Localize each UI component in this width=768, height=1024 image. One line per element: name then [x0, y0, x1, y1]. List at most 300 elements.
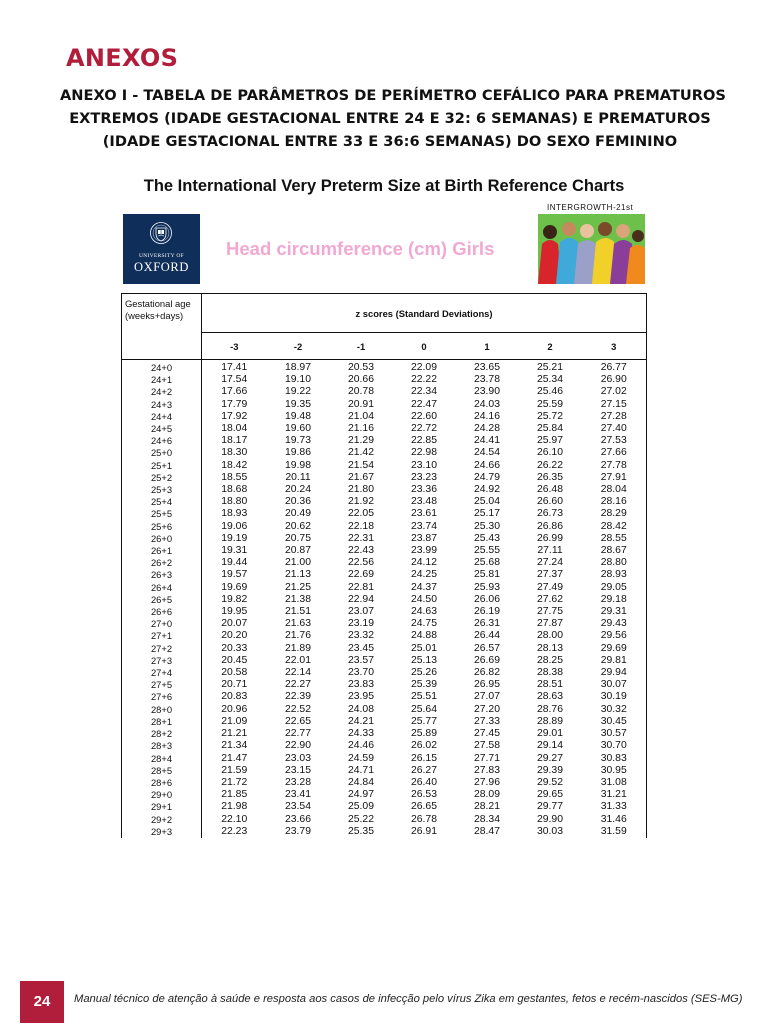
z-score-value-cell: 20.36: [284, 496, 311, 508]
z-score-value-cell: 31.21: [582, 789, 647, 801]
z-score-value-cell: 27.07: [473, 691, 500, 703]
z-score-value-cell: 25.51: [410, 691, 437, 703]
z-score-value-cell: 21.92: [347, 496, 374, 508]
z-score-value-cell: 28.34: [473, 813, 500, 825]
gestational-age-header-line: (weeks+days): [125, 310, 184, 321]
z-score-value-cell: 25.09: [347, 801, 374, 813]
z-score-value-cell: 23.10: [410, 459, 437, 471]
z-score-value-cell: 21.72: [221, 776, 248, 788]
z-score-value-cell: 28.67: [582, 545, 647, 557]
z-score-value-cell: 27.40: [582, 423, 647, 435]
table-row: [122, 618, 647, 630]
z-score-value-cell: 23.57: [347, 654, 374, 666]
table-row: [122, 667, 647, 679]
z-score-value-cell: 30.03: [536, 825, 563, 837]
table-row: [122, 374, 647, 386]
z-score-value-cell: 31.46: [582, 814, 647, 826]
z-score-value-cell: 23.19: [347, 618, 374, 630]
z-score-value-cell: 21.21: [221, 728, 248, 740]
z-scores-header: z scores (Standard Deviations): [202, 294, 647, 333]
gestational-age-cell: 28+6: [122, 777, 202, 789]
gestational-age-cell: 24+3: [122, 399, 202, 411]
table-row: [122, 594, 647, 606]
gestational-age-header-line: Gestational age: [125, 298, 191, 309]
z-score-value-cell: 19.60: [284, 423, 311, 435]
gestational-age-cell: 24+1: [122, 374, 202, 386]
z-score-value-cell: 25.22: [347, 813, 374, 825]
z-score-value-cell: 21.76: [284, 630, 311, 642]
z-score-value-cell: 22.98: [410, 447, 437, 459]
gestational-age-cell: 26+1: [122, 545, 202, 557]
z-score-value-cell: 29.31: [582, 606, 647, 618]
z-score-value-cell: 27.28: [582, 411, 647, 423]
z-score-value-cell: 27.78: [582, 460, 647, 472]
z-score-value-cell: 25.21: [536, 362, 563, 373]
annex-title: [60, 84, 726, 153]
table-row: [122, 521, 647, 533]
gestational-age-cell: 26+4: [122, 582, 202, 594]
table-row: [122, 606, 647, 618]
z-score-value-cell: 25.43: [473, 532, 500, 544]
z-score-value-cell: 25.64: [410, 703, 437, 715]
chart-title: The International Very Preterm Size at Birth Reference Charts: [143, 177, 625, 195]
gestational-age-cell: 29+1: [122, 801, 202, 813]
z-score-value-cell: 22.39: [284, 691, 311, 703]
z-score-value-cell: 29.56: [582, 630, 647, 642]
z-score-value-cell: 20.07: [221, 618, 248, 630]
gestational-age-cell: 25+0: [122, 447, 202, 459]
oxford-logo: [123, 214, 200, 284]
z-score-value-cell: 21.51: [284, 606, 311, 618]
z-score-value-cell: 26.02: [410, 740, 437, 752]
z-score-value-cell: 29.65: [536, 789, 563, 801]
z-score-value-cell: 26.90: [582, 374, 647, 386]
annex-title-line: EXTREMOS (IDADE GESTACIONAL ENTRE 24 E 32: 6 SEMANAS) E PREMATUROS: [69, 110, 711, 127]
table-body: [122, 360, 647, 838]
table-row: [122, 765, 647, 777]
z-score-value-cell: 26.69: [473, 654, 500, 666]
z-score-value-cell: 19.57: [221, 569, 248, 581]
z-score-value-cell: 29.01: [536, 728, 563, 740]
z-score-value-cell: 23.36: [410, 484, 437, 496]
z-score-value-cell: 30.45: [582, 716, 647, 728]
z-score-value-cell: 29.81: [582, 655, 647, 667]
z-score-value-cell: 19.19: [221, 532, 248, 544]
z-score-value-cell: 30.57: [582, 728, 647, 740]
z-score-value-cell: 19.95: [221, 606, 248, 618]
z-score-value-cell: 23.61: [410, 508, 437, 520]
gestational-age-cell: 29+2: [122, 814, 202, 826]
z-score-value-cell: 29.77: [536, 801, 563, 813]
z-score-value-cell: 24.16: [473, 410, 500, 422]
z-score-value-cell: 20.24: [284, 484, 311, 496]
intergrowth-label: INTERGROWTH-21st: [547, 203, 634, 212]
z-score-value-cell: 27.66: [582, 447, 647, 459]
z-score-value-cell: 27.91: [582, 472, 647, 484]
z-score-value-cell: 24.28: [473, 423, 500, 435]
z-score-value-cell: 20.96: [221, 703, 248, 715]
z-score-value-cell: 27.11: [537, 545, 563, 557]
z-score-column-header: 0: [393, 333, 456, 360]
z-score-value-cell: 26.15: [410, 752, 437, 764]
table-row: [122, 533, 647, 545]
z-score-value-cell: 23.87: [410, 532, 437, 544]
z-score-value-cell: 29.52: [536, 776, 563, 788]
gestational-age-cell: 24+6: [122, 435, 202, 447]
z-score-value-cell: 24.75: [410, 618, 437, 630]
z-score-value-cell: 20.71: [221, 679, 248, 691]
gestational-age-cell: 29+0: [122, 789, 202, 801]
z-score-value-cell: 26.31: [473, 618, 500, 630]
z-score-value-cell: 27.15: [582, 399, 647, 411]
z-score-value-cell: 18.97: [284, 362, 311, 373]
z-score-value-cell: 18.04: [221, 423, 248, 435]
z-score-value-cell: 27.24: [536, 557, 563, 569]
z-score-value-cell: 26.53: [410, 789, 437, 801]
z-score-value-cell: 26.48: [536, 484, 563, 496]
table-row: [122, 435, 647, 447]
z-score-value-cell: 22.90: [284, 740, 311, 752]
z-score-value-cell: 24.46: [347, 740, 374, 752]
z-score-value-cell: 23.23: [410, 471, 437, 483]
z-score-value-cell: 23.15: [284, 764, 311, 776]
z-score-value-cell: 25.17: [473, 508, 500, 520]
z-score-value-cell: 17.54: [221, 374, 248, 386]
z-score-value-cell: 24.50: [410, 593, 437, 605]
z-score-value-cell: 20.58: [221, 667, 248, 679]
gestational-age-cell: 27+3: [122, 655, 202, 667]
gestational-age-cell: 27+4: [122, 667, 202, 679]
z-score-value-cell: 28.80: [582, 557, 647, 569]
gestational-age-cell: 24+2: [122, 386, 202, 398]
z-score-value-cell: 19.98: [284, 459, 311, 471]
z-score-value-cell: 25.30: [473, 520, 500, 532]
z-score-value-cell: 22.60: [410, 410, 437, 422]
z-score-value-cell: 24.63: [410, 606, 437, 618]
z-score-value-cell: 19.10: [284, 374, 311, 386]
z-score-value-cell: 22.69: [347, 569, 374, 581]
z-score-value-cell: 20.66: [347, 374, 374, 386]
gestational-age-cell: 24+0: [122, 360, 202, 375]
z-score-value-cell: 24.12: [410, 557, 437, 569]
table-row: [122, 801, 647, 813]
z-score-value-cell: 23.48: [410, 496, 437, 508]
z-score-value-cell: 27.62: [536, 593, 563, 605]
z-score-value-cell: 23.28: [284, 776, 311, 788]
z-score-value-cell: 30.32: [582, 704, 647, 716]
z-score-value-cell: 23.79: [284, 825, 311, 837]
z-score-value-cell: 20.20: [221, 630, 248, 642]
z-score-value-cell: 20.91: [347, 398, 374, 410]
table-row: [122, 691, 647, 703]
gestational-age-cell: 27+2: [122, 643, 202, 655]
z-score-value-cell: 21.85: [221, 789, 248, 801]
table-row: [122, 704, 647, 716]
gestational-age-cell: 25+6: [122, 521, 202, 533]
table-row: [122, 447, 647, 459]
z-score-value-cell: 26.78: [410, 813, 437, 825]
z-score-value-cell: 20.62: [284, 520, 311, 532]
z-score-value-cell: 22.14: [284, 667, 311, 679]
z-score-value-cell: 22.81: [347, 581, 374, 593]
z-score-value-cell: 25.59: [536, 398, 563, 410]
gestational-age-cell: 24+5: [122, 423, 202, 435]
z-score-value-cell: 30.95: [582, 765, 647, 777]
table-row: [122, 496, 647, 508]
z-score-value-cell: 29.43: [582, 618, 647, 630]
z-score-value-cell: 18.93: [221, 508, 248, 520]
z-score-value-cell: 28.21: [473, 801, 500, 813]
table-row: [122, 826, 647, 838]
z-score-value-cell: 23.65: [473, 362, 500, 373]
z-score-value-cell: 20.49: [284, 508, 311, 520]
table-row: [122, 484, 647, 496]
z-score-value-cell: 23.45: [347, 642, 374, 654]
z-score-value-cell: 21.13: [284, 569, 311, 581]
z-score-value-cell: 19.86: [284, 447, 311, 459]
z-score-value-cell: 28.51: [536, 679, 563, 691]
table-row: [122, 777, 647, 789]
z-score-value-cell: 28.16: [582, 496, 647, 508]
z-score-value-cell: 28.76: [536, 703, 563, 715]
z-score-value-cell: 25.01: [410, 642, 437, 654]
z-score-column-header: 2: [519, 333, 582, 360]
z-score-value-cell: 26.65: [410, 801, 437, 813]
table-row: [122, 557, 647, 569]
z-score-value-cell: 22.31: [347, 532, 374, 544]
table-row: [122, 386, 647, 398]
z-score-value-cell: 28.55: [582, 533, 647, 545]
z-score-value-cell: 25.55: [473, 545, 500, 557]
z-score-value-cell: 21.59: [221, 764, 248, 776]
z-score-value-cell: 24.79: [473, 471, 500, 483]
z-score-value-cell: 25.26: [410, 667, 437, 679]
z-score-value-cell: 28.00: [536, 630, 563, 642]
z-score-value-cell: 26.22: [536, 459, 563, 471]
z-score-value-cell: 24.21: [347, 715, 374, 727]
z-score-value-cell: 22.94: [347, 593, 374, 605]
gestational-age-cell: 27+1: [122, 630, 202, 642]
gestational-age-cell: 26+2: [122, 557, 202, 569]
z-score-value-cell: 25.97: [536, 435, 563, 447]
table-row: [122, 411, 647, 423]
z-score-value-cell: 25.93: [473, 581, 500, 593]
z-score-value-cell: 28.25: [536, 654, 563, 666]
gestational-age-cell: 24+4: [122, 411, 202, 423]
z-score-value-cell: 26.19: [473, 606, 500, 618]
z-score-value-cell: 24.37: [410, 581, 437, 593]
z-score-value-cell: 22.01: [284, 654, 311, 666]
z-score-value-cell: 23.70: [347, 667, 374, 679]
z-score-value-cell: 30.07: [582, 679, 647, 691]
z-score-value-cell: 28.29: [582, 508, 647, 520]
z-score-value-cell: 20.75: [284, 532, 311, 544]
z-score-value-cell: 26.40: [410, 776, 437, 788]
z-score-value-cell: 28.04: [582, 484, 647, 496]
z-score-value-cell: 24.84: [347, 776, 374, 788]
z-score-value-cell: 18.68: [221, 484, 248, 496]
z-score-value-cell: 21.09: [221, 715, 248, 727]
table-row: [122, 423, 647, 435]
gestational-age-cell: 26+5: [122, 594, 202, 606]
z-score-column-header: -3: [202, 333, 267, 360]
z-score-value-cell: 24.54: [473, 447, 500, 459]
z-score-value-cell: 22.23: [221, 825, 248, 837]
z-score-value-cell: 27.45: [473, 728, 500, 740]
oxford-crest-icon: [150, 221, 172, 247]
z-score-value-cell: 23.54: [284, 801, 311, 813]
z-score-value-cell: 26.44: [473, 630, 500, 642]
z-score-value-cell: 26.10: [536, 447, 563, 459]
z-score-value-cell: 23.07: [347, 606, 374, 618]
z-score-value-cell: 21.63: [284, 618, 311, 630]
z-score-value-cell: 25.35: [347, 825, 374, 837]
z-score-value-cell: 26.06: [473, 593, 500, 605]
annex-title-line: ANEXO I - TABELA DE PARÂMETROS DE PERÍMETRO CEFÁLICO PARA PREMATUROS: [60, 87, 726, 104]
table-row: [122, 569, 647, 581]
z-score-value-cell: 22.10: [221, 813, 248, 825]
z-score-value-cell: 19.48: [284, 410, 311, 422]
z-score-value-cell: 22.09: [410, 362, 437, 373]
z-score-value-cell: 22.43: [347, 545, 374, 557]
table-row: [122, 582, 647, 594]
z-score-value-cell: 24.03: [473, 398, 500, 410]
z-score-value-cell: 19.73: [284, 435, 311, 447]
z-score-value-cell: 17.79: [221, 398, 248, 410]
z-score-value-cell: 26.99: [536, 532, 563, 544]
z-score-value-cell: 20.78: [347, 386, 374, 398]
z-score-value-cell: 25.34: [536, 374, 563, 386]
z-score-value-cell: 29.90: [536, 813, 563, 825]
z-score-value-cell: 25.68: [473, 557, 500, 569]
table-row: [122, 814, 647, 826]
table-row: [122, 789, 647, 801]
page-number: 24: [20, 981, 64, 1023]
z-score-value-cell: 29.39: [536, 764, 563, 776]
gestational-age-cell: 28+1: [122, 716, 202, 728]
gestational-age-cell: 27+6: [122, 691, 202, 703]
z-score-value-cell: 22.56: [347, 557, 374, 569]
oxford-name-label: OXFORD: [134, 260, 189, 274]
table-row: [122, 728, 647, 740]
z-score-value-cell: 18.42: [221, 459, 248, 471]
z-score-value-cell: 19.69: [221, 581, 248, 593]
z-score-value-cell: 28.13: [536, 642, 563, 654]
gestational-age-cell: 27+5: [122, 679, 202, 691]
z-score-value-cell: 21.89: [284, 642, 311, 654]
z-score-value-cell: 27.96: [473, 776, 500, 788]
section-title: ANEXOS: [66, 44, 179, 72]
z-score-value-cell: 26.91: [410, 825, 437, 837]
z-score-value-cell: 21.80: [347, 484, 374, 496]
table-subtitle: Head circumference (cm) Girls: [226, 238, 495, 259]
z-score-value-cell: 30.19: [582, 691, 647, 703]
z-score-value-cell: 22.18: [347, 520, 374, 532]
z-score-value-cell: 29.05: [582, 582, 647, 594]
z-score-value-cell: 30.70: [582, 740, 647, 752]
z-score-value-cell: 22.65: [284, 715, 311, 727]
z-score-value-cell: 18.30: [221, 447, 248, 459]
z-score-value-cell: 17.66: [221, 386, 248, 398]
head-circumference-table: [121, 293, 647, 838]
z-score-value-cell: 20.83: [221, 691, 248, 703]
gestational-age-cell: 26+6: [122, 606, 202, 618]
z-score-value-cell: 26.82: [473, 667, 500, 679]
z-score-value-cell: 29.14: [536, 740, 563, 752]
intergrowth-women-illustration: [538, 214, 645, 284]
z-score-value-cell: 23.78: [473, 374, 500, 386]
z-score-value-cell: 28.47: [473, 825, 500, 837]
z-score-value-cell: 18.55: [221, 471, 248, 483]
z-score-value-cell: 20.87: [284, 545, 311, 557]
gestational-age-header: [122, 294, 202, 360]
z-score-value-cell: 24.08: [347, 703, 374, 715]
z-score-value-cell: 31.08: [582, 777, 647, 789]
table-row: [122, 643, 647, 655]
z-score-value-cell: 30.83: [582, 753, 647, 765]
z-score-value-cell: 28.38: [536, 667, 563, 679]
z-score-value-cell: 25.13: [410, 654, 437, 666]
table-row: [122, 740, 647, 752]
z-score-value-cell: 21.47: [221, 752, 248, 764]
z-score-value-cell: 21.04: [347, 410, 374, 422]
gestational-age-cell: 29+3: [122, 826, 202, 838]
z-score-value-cell: 28.93: [582, 569, 647, 581]
z-score-value-cell: 21.38: [284, 593, 311, 605]
z-score-value-cell: 24.97: [347, 789, 374, 801]
z-score-value-cell: 22.47: [410, 398, 437, 410]
z-score-value-cell: 21.42: [347, 447, 374, 459]
z-score-value-cell: 27.75: [536, 606, 563, 618]
gestational-age-cell: 28+0: [122, 704, 202, 716]
z-score-value-cell: 23.03: [284, 752, 311, 764]
z-score-value-cell: 24.92: [473, 484, 500, 496]
table-row: [122, 753, 647, 765]
z-score-value-cell: 23.90: [473, 386, 500, 398]
z-score-value-cell: 27.83: [473, 764, 500, 776]
z-score-value-cell: 23.99: [410, 545, 437, 557]
gestational-age-cell: 28+4: [122, 753, 202, 765]
z-score-value-cell: 29.69: [582, 643, 647, 655]
z-score-value-cell: 25.72: [536, 410, 563, 422]
z-score-value-cell: 22.22: [410, 374, 437, 386]
z-score-value-cell: 24.33: [347, 728, 374, 740]
z-score-value-cell: 31.33: [582, 801, 647, 813]
z-score-value-cell: 20.33: [221, 642, 248, 654]
z-score-value-cell: 24.41: [473, 435, 500, 447]
gestational-age-cell: 25+3: [122, 484, 202, 496]
z-score-value-cell: 21.00: [284, 557, 311, 569]
z-score-value-cell: 21.67: [347, 471, 374, 483]
z-score-value-cell: 26.86: [536, 520, 563, 532]
z-score-value-cell: 18.17: [221, 435, 248, 447]
gestational-age-cell: 26+3: [122, 569, 202, 581]
z-score-value-cell: 26.35: [536, 471, 563, 483]
z-score-value-cell: 22.34: [410, 386, 437, 398]
z-score-value-cell: 27.37: [536, 569, 563, 581]
gestational-age-cell: 27+0: [122, 618, 202, 630]
z-score-value-cell: 24.66: [473, 459, 500, 471]
z-score-value-cell: 25.77: [410, 715, 437, 727]
table-row: [122, 655, 647, 667]
z-score-value-cell: 19.22: [284, 386, 311, 398]
z-score-value-cell: 22.77: [284, 728, 311, 740]
z-score-value-cell: 21.29: [347, 435, 374, 447]
z-score-value-cell: 24.59: [347, 752, 374, 764]
gestational-age-cell: 26+0: [122, 533, 202, 545]
table-row: [122, 679, 647, 691]
table-row: [122, 360, 647, 375]
